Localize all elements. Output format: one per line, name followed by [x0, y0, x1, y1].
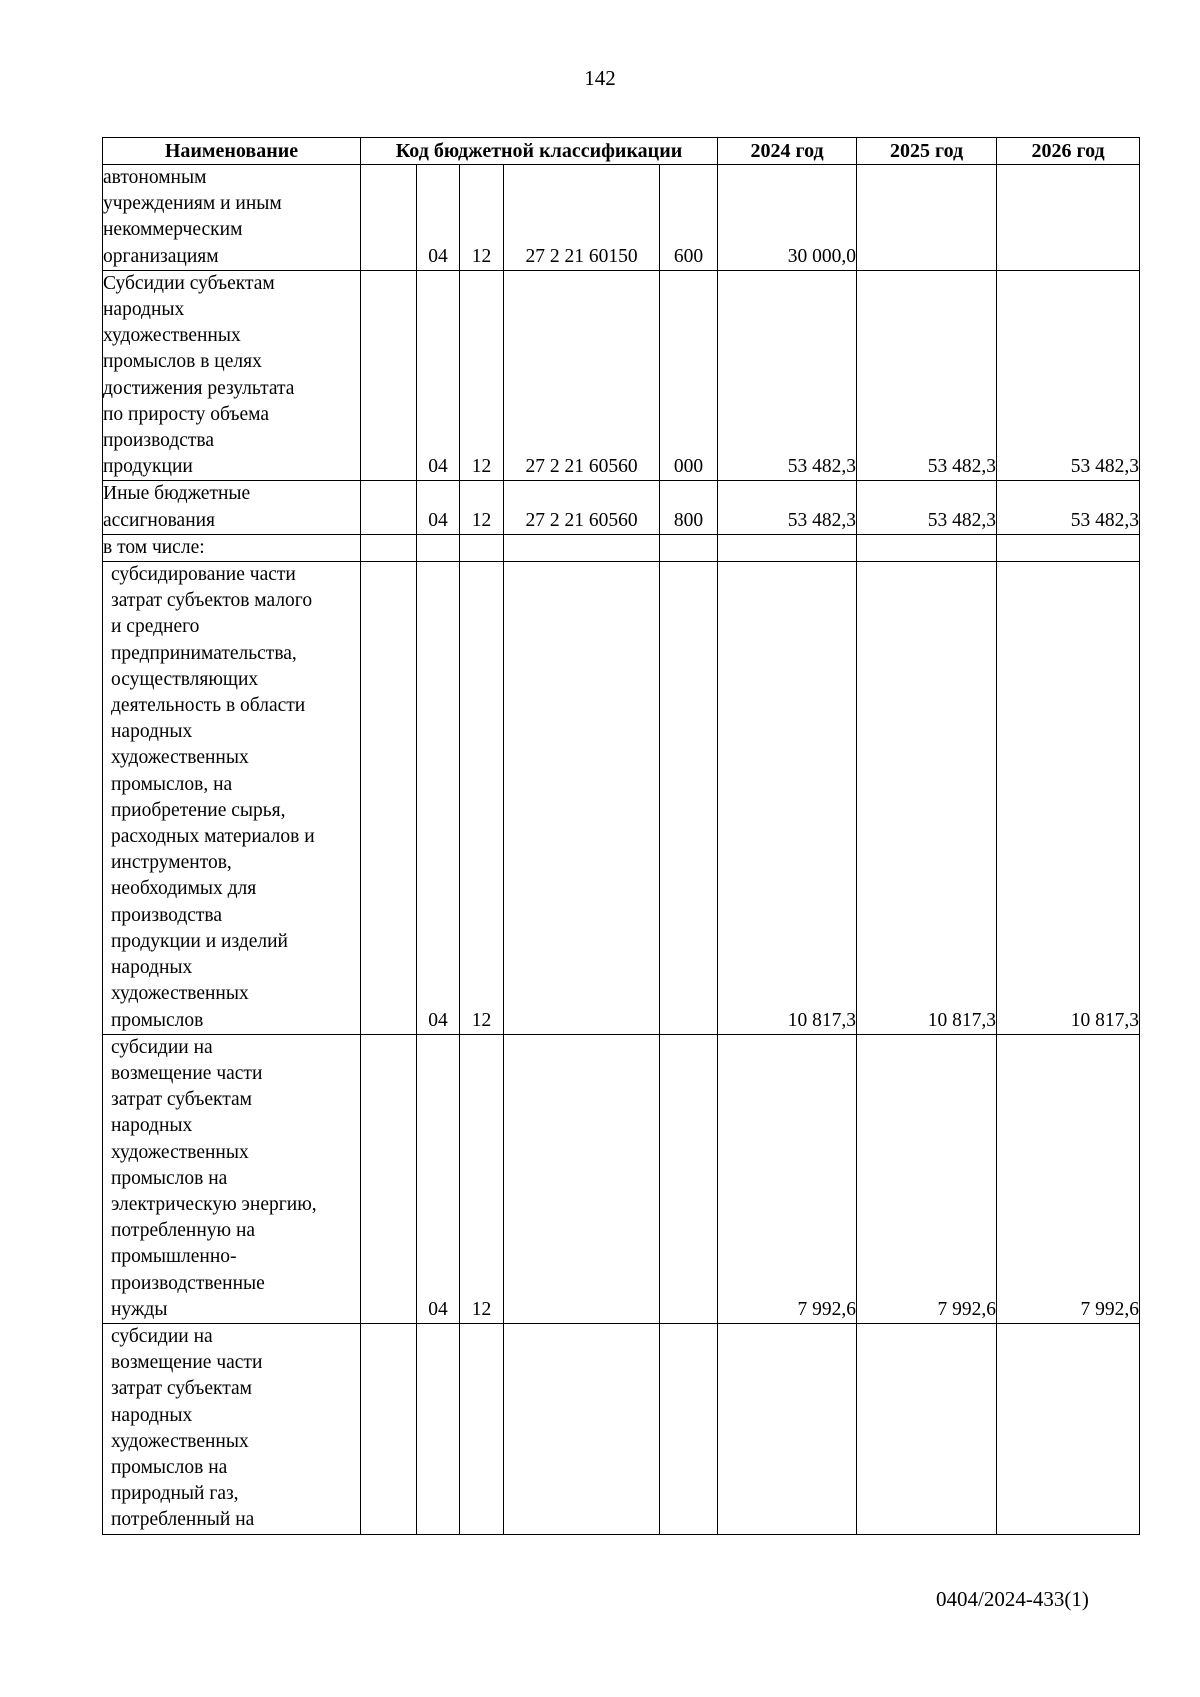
table-row: [103, 481, 1140, 534]
budget-table: [102, 137, 1140, 1535]
row-name: в том числе:: [103, 534, 361, 561]
header-2026: 2026 год: [997, 138, 1140, 165]
row-blank-cell: [361, 1034, 417, 1323]
table-header-row: [103, 138, 1140, 165]
row-value-2025: [857, 1323, 997, 1534]
row-value-2026: [997, 534, 1140, 561]
table-row: [103, 534, 1140, 561]
row-target-article: 27 2 21 60560: [504, 270, 660, 481]
row-blank-cell: [361, 562, 417, 1035]
row-target-article: 27 2 21 60150: [504, 165, 660, 271]
row-value-2024: [718, 534, 857, 561]
row-subsection: 12: [460, 1034, 504, 1323]
row-value-2026: 53 482,3: [997, 481, 1140, 534]
row-section: [417, 534, 460, 561]
row-target-article: [504, 1323, 660, 1534]
row-value-2025: 7 992,6: [857, 1034, 997, 1323]
header-code: Код бюджетной классификации: [361, 138, 718, 165]
row-blank-cell: [361, 481, 417, 534]
row-value-2025: 53 482,3: [857, 270, 997, 481]
row-value-2025: 53 482,3: [857, 481, 997, 534]
table-row: [103, 1323, 1140, 1534]
table-row: [103, 1034, 1140, 1323]
table-row: [103, 270, 1140, 481]
row-blank-cell: [361, 1323, 417, 1534]
row-value-2025: [857, 165, 997, 271]
row-target-article: [504, 534, 660, 561]
row-name: субсидии на возмещение части затрат субъектам народных художественных промыслов на природный газ, потребленный на: [103, 1323, 361, 1534]
row-value-2025: 10 817,3: [857, 562, 997, 1035]
row-subsection: [460, 1323, 504, 1534]
row-blank-cell: [361, 165, 417, 271]
row-blank-cell: [361, 534, 417, 561]
row-subsection: 12: [460, 165, 504, 271]
row-target-article: [504, 562, 660, 1035]
row-section: 04: [417, 1034, 460, 1323]
row-value-2026: 10 817,3: [997, 562, 1140, 1035]
row-expense-type: 000: [660, 270, 718, 481]
row-subsection: 12: [460, 481, 504, 534]
row-name: Иные бюджетные ассигнования: [103, 481, 361, 534]
row-expense-type: 600: [660, 165, 718, 271]
row-section: 04: [417, 165, 460, 271]
row-name: субсидии на возмещение части затрат субъектам народных художественных промыслов на электрическую энергию, потребленную на промышленно- производственные нужды: [103, 1034, 361, 1323]
row-expense-type: [660, 1323, 718, 1534]
row-section: 04: [417, 562, 460, 1035]
row-value-2024: 53 482,3: [718, 270, 857, 481]
table-row: [103, 562, 1140, 1035]
row-value-2024: 10 817,3: [718, 562, 857, 1035]
row-value-2024: 30 000,0: [718, 165, 857, 271]
header-name: Наименование: [103, 138, 361, 165]
table-row: [103, 165, 1140, 271]
row-target-article: [504, 1034, 660, 1323]
row-section: 04: [417, 481, 460, 534]
row-value-2024: 53 482,3: [718, 481, 857, 534]
row-value-2026: 7 992,6: [997, 1034, 1140, 1323]
row-value-2024: 7 992,6: [718, 1034, 857, 1323]
row-name: Субсидии субъектам народных художественных промыслов в целях достижения результата по приросту объема производства продукции: [103, 270, 361, 481]
row-value-2024: [718, 1323, 857, 1534]
header-2024: 2024 год: [718, 138, 857, 165]
header-2025: 2025 год: [857, 138, 997, 165]
row-value-2026: [997, 165, 1140, 271]
row-expense-type: [660, 1034, 718, 1323]
row-subsection: [460, 534, 504, 561]
row-blank-cell: [361, 270, 417, 481]
row-expense-type: [660, 534, 718, 561]
row-value-2026: [997, 1323, 1140, 1534]
page-number: 142: [584, 66, 616, 90]
row-subsection: 12: [460, 270, 504, 481]
row-name: автономным учреждениям и иным некоммерческим организациям: [103, 165, 361, 271]
row-name: субсидирование части затрат субъектов малого и среднего предпринимательства, осуществляющих деятельность в области народных художественных промыслов, на приобретение сырья, расходных материалов и инструментов, необходимых для производства продукции и изделий народных художественных промыслов: [103, 562, 361, 1035]
row-expense-type: 800: [660, 481, 718, 534]
document-code: 0404/2024-433(1): [936, 1587, 1089, 1611]
row-value-2025: [857, 534, 997, 561]
row-value-2026: 53 482,3: [997, 270, 1140, 481]
row-section: 04: [417, 270, 460, 481]
row-target-article: 27 2 21 60560: [504, 481, 660, 534]
row-expense-type: [660, 562, 718, 1035]
row-section: [417, 1323, 460, 1534]
row-subsection: 12: [460, 562, 504, 1035]
